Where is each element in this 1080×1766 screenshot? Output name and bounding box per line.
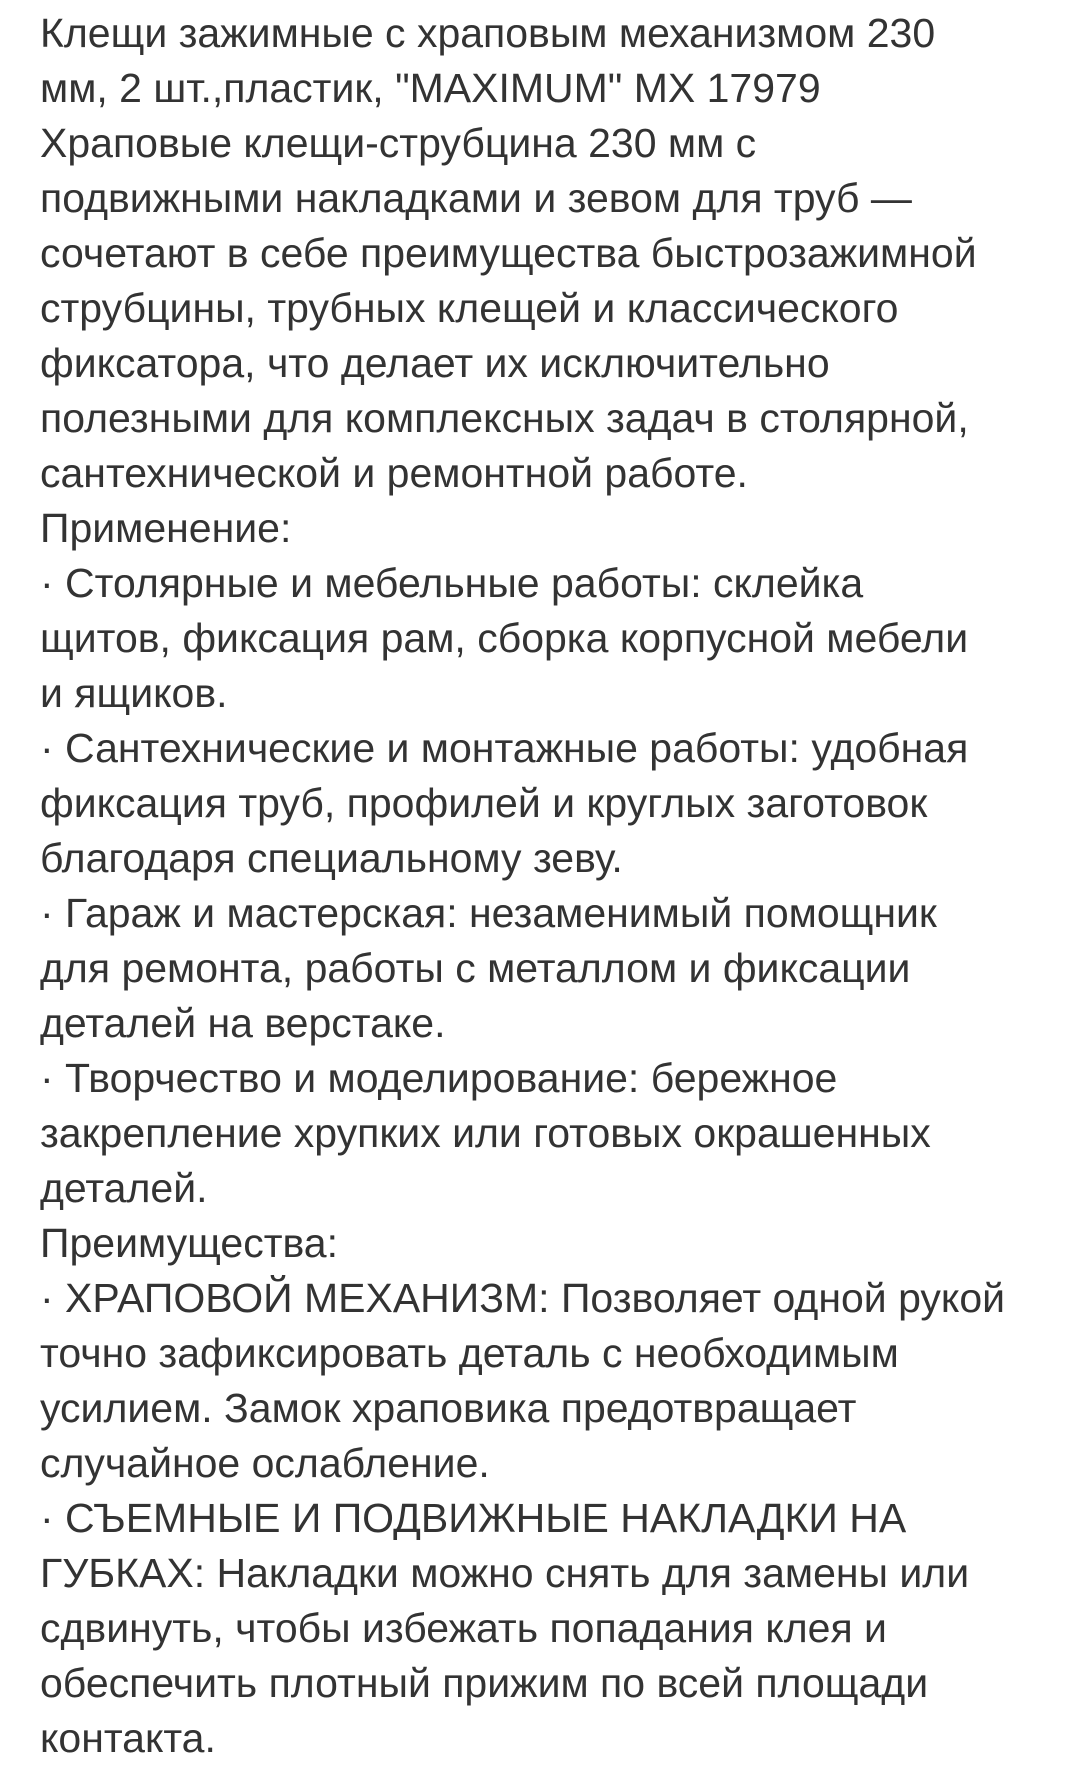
text-line: Применение: xyxy=(40,505,292,551)
text-line: случайное ослабление. xyxy=(40,1440,490,1486)
text-line: · Сантехнические и монтажные работы: удобная xyxy=(40,725,969,771)
product-title xyxy=(40,6,1044,116)
text-line: фиксация труб, профилей и круглых заготовок xyxy=(40,780,928,826)
application-carpentry xyxy=(40,556,1044,721)
text-line: контакта. xyxy=(40,1715,216,1761)
text-line: благодаря специальному зеву. xyxy=(40,835,623,881)
text-line: Клещи зажимные с храповым механизмом 230 xyxy=(40,10,936,56)
text-line: струбцины, трубных клещей и классического xyxy=(40,285,899,331)
text-line: подвижными накладками и зевом для труб — xyxy=(40,175,912,221)
application-garage xyxy=(40,886,1044,1051)
text-line: · Гараж и мастерская: незаменимый помощник xyxy=(40,890,937,936)
text-line: деталей на верстаке. xyxy=(40,1000,446,1046)
text-line: фиксатора, что делает их исключительно xyxy=(40,340,830,386)
text-line: · Творчество и моделирование: бережное xyxy=(40,1055,838,1101)
application-modeling xyxy=(40,1051,1044,1216)
text-line: Храповые клещи-струбцина 230 мм с xyxy=(40,120,757,166)
text-line: усилием. Замок храповика предотвращает xyxy=(40,1385,857,1431)
text-line: · СЪЕМНЫЕ И ПОДВИЖНЫЕ НАКЛАДКИ НА xyxy=(40,1495,907,1541)
text-line: обеспечить плотный прижим по всей площади xyxy=(40,1660,929,1706)
text-line: деталей. xyxy=(40,1165,208,1211)
text-line: сдвинуть, чтобы избежать попадания клея и xyxy=(40,1605,887,1651)
applications-heading xyxy=(40,501,1044,556)
text-line: сантехнической и ремонтной работе. xyxy=(40,450,748,496)
text-line: закрепление хрупких или готовых окрашенных xyxy=(40,1110,931,1156)
text-line: мм, 2 шт.,пластик, "MAXIMUM" МХ 17979 xyxy=(40,65,821,111)
application-plumbing xyxy=(40,721,1044,886)
text-line: · Столярные и мебельные работы: склейка xyxy=(40,560,864,606)
text-line: и ящиков. xyxy=(40,670,228,716)
text-line: Преимущества: xyxy=(40,1220,338,1266)
text-line: щитов, фиксация рам, сборка корпусной мебели xyxy=(40,615,969,661)
text-line: полезными для комплексных задач в столярной, xyxy=(40,395,969,441)
advantages-heading xyxy=(40,1216,1044,1271)
advantage-ratchet-mechanism xyxy=(40,1271,1044,1491)
text-line: сочетают в себе преимущества быстрозажимной xyxy=(40,230,977,276)
advantage-removable-pads xyxy=(40,1491,1044,1766)
text-line: для ремонта, работы с металлом и фиксации xyxy=(40,945,911,991)
text-line: · ХРАПОВОЙ МЕХАНИЗМ: Позволяет одной рукой xyxy=(40,1275,1006,1321)
text-line: точно зафиксировать деталь с необходимым xyxy=(40,1330,899,1376)
text-line: ГУБКАХ: Накладки можно снять для замены или xyxy=(40,1550,970,1596)
intro-paragraph xyxy=(40,116,1044,501)
